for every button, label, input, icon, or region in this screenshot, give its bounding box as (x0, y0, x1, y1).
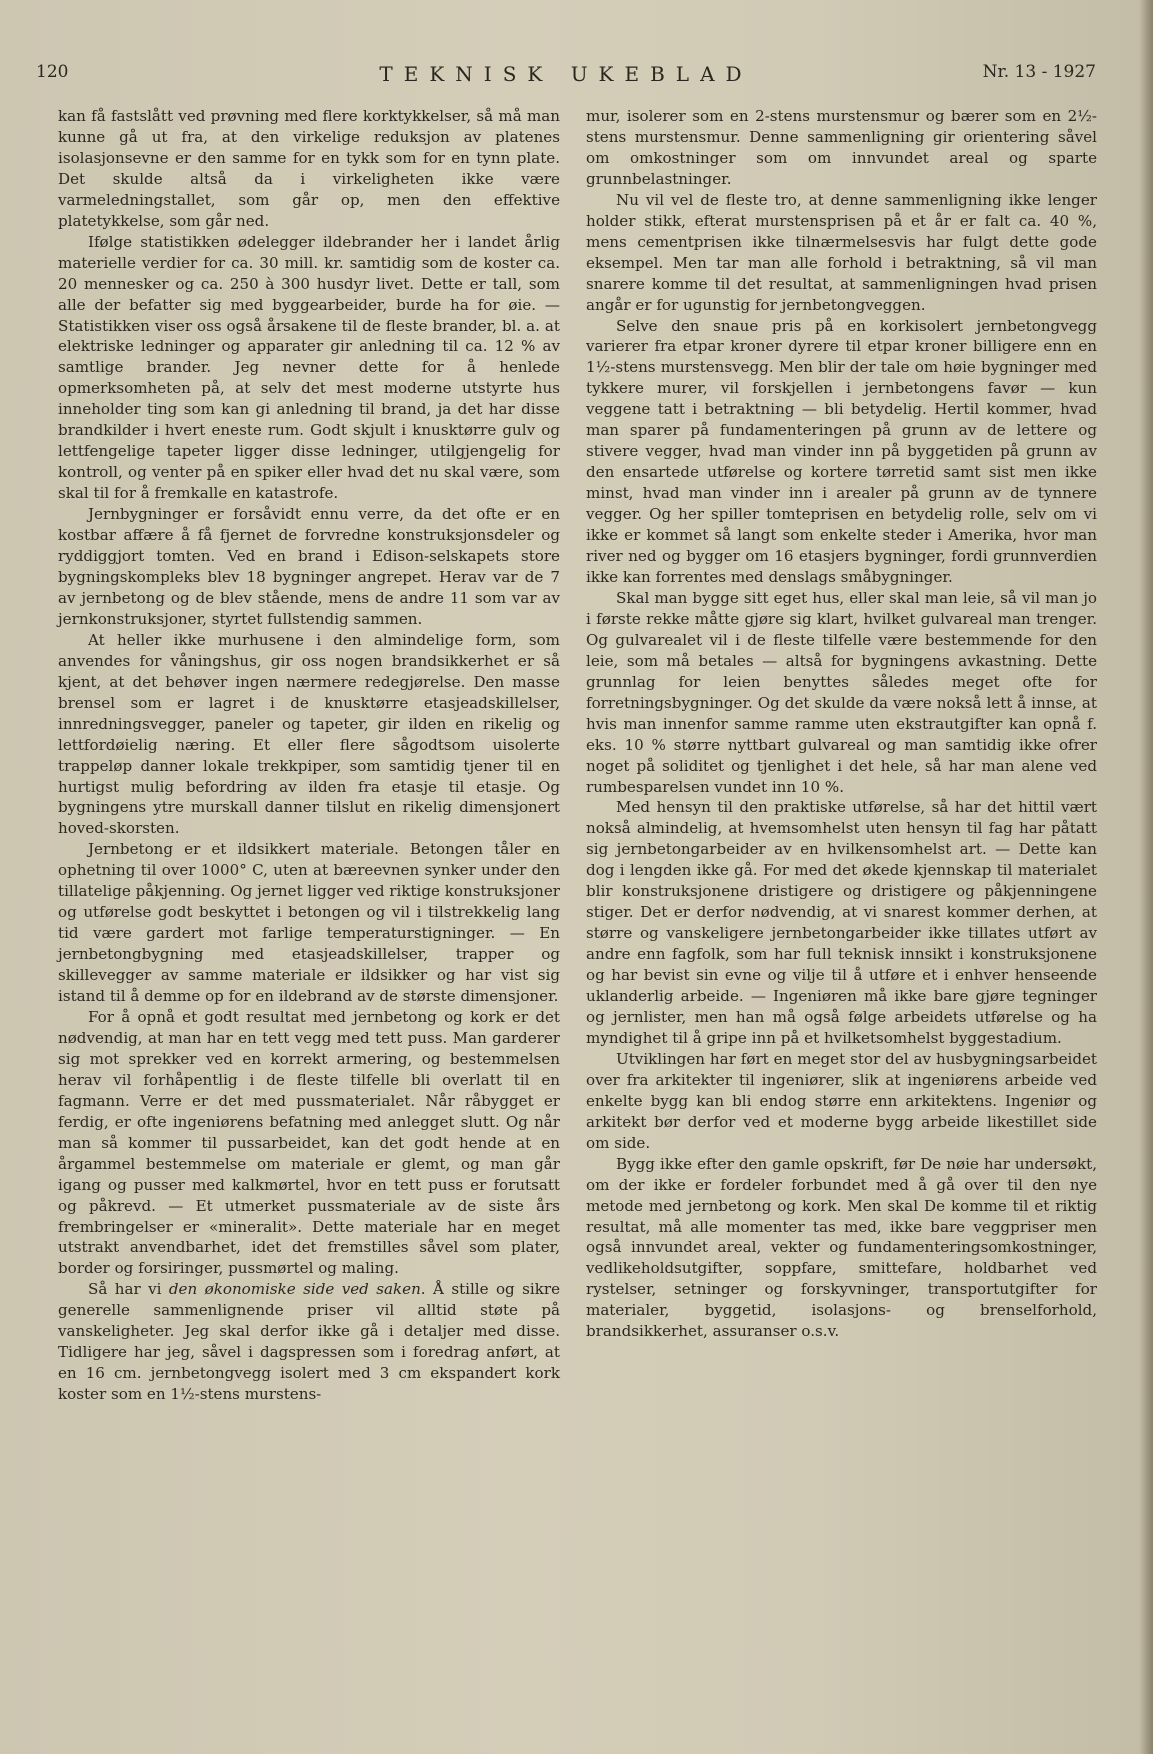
page-number: 120 (36, 62, 69, 82)
paragraph: mur, isolerer som en 2-stens murstensmur og bærer som en 2½-stens murstensmur. Denne sammenligning gir orientering såvel om omkostninger som om innvundet areal og sparte grunnbelastninger. (586, 107, 1097, 188)
paragraph: Med hensyn til den praktiske utførelse, så har det hittil vært nokså almindelig, at hvemsomhelst uten hensyn til fag har påtatt sig jernbetongarbeider av en hvilkensomhelst art. — Dette kan dog i lengden ikke gå. For med det økede kjennskap til materialet blir konstruksjonene dristigere og dristigere og påkjenningene stiger. Det er derfor nødvendig, at vi snarest kommer derhen, at større og vanskeligere jernbetongarbeider ikke tillates utført av andre enn fagfolk, som har full teknisk innsikt i konstruksjonene og har bevist sin evne og vilje til å utføre et i enhver henseende uklanderlig arbeide. — Ingeniøren må ikke bare gjøre tegninger og jernlister, men han må også følge arbeidets utførelse og ha myndighet til å gripe inn på et hvilketsomhelst byggestadium. (586, 798, 1097, 1047)
paragraph-text: Så har vi (88, 1280, 169, 1299)
paragraph: For å opnå et godt resultat med jernbetong og kork er det nødvendig, at man har en tett vegg med tett puss. Man garderer sig mot sprekker ved en korrekt armering, og bestemmelsen herav vil forhåpentlig i de fleste tilfelle bli overlatt til en fagmann. Verre er det med pussmaterialet. Når råbygget er ferdig, er ofte ingeniørens befatning med anlegget slutt. Og når man så kommer til pussarbeidet, kan det godt hende at en årgammel bestemmelse om materiale er glemt, og man går igang og pusser med kalkmørtel, hvor en tett puss er forutsatt og påkrevd. — Et utmerket pussmateriale av de siste års frembringelser er «mineralit». Dette materiale har en meget utstrakt anvendbarhet, idet det fremstilles såvel som plater, border og forsiringer, pussmørtel og maling. (58, 1007, 560, 1278)
page-header (36, 62, 1096, 88)
italic-phrase: den økonomiske side ved saken. (168, 1280, 426, 1299)
right-column (586, 106, 1097, 1342)
paragraph: Jernbygninger er forsåvidt ennu verre, da det ofte er en kostbar affære å få fjernet de forvredne konstruksjonsdeler og ryddiggjort tomten. Ved en brand i Edison-selskapets store bygningskompleks blev 18 bygninger angrepet. Herav var de 7 av jernbetong og de blev stående, mens de andre 11 som var av jernkonstruksjoner, styrtet fullstendig sammen. (58, 505, 560, 628)
paragraph: kan få fastslått ved prøvning med flere korktykkelser, så må man kunne gå ut fra, at den virkelige reduksjon av platenes isolasjonsevne er den samme for en tykk som for en tynn plate. Det skulde altså da i virkeligheten ikke være varmeledningstallet, som går op, men den effektive platetykkelse, som går ned. (58, 107, 560, 230)
left-column (58, 106, 560, 1405)
page-edge-shadow (1139, 0, 1153, 1754)
paragraph: Ifølge statistikken ødelegger ildebrander her i landet årlig materielle verdier for ca. 30 mill. kr. samtidig som de koster ca. 20 mennesker og ca. 250 à 300 husdyr livet. Dette er tall, som alle der befatter sig med byggearbeider, burde ha for øie. — Statistikken viser oss også årsakene til de fleste brander, bl. a. at elektriske ledninger og apparater gir anledning til ca. 12 % av samtlige brander. Jeg nevner dette for å henlede opmerksomheten på, at selv det mest moderne utstyrte hus inneholder ting som kan gi anledning til brand, ja det har disse brandkilder i hvert eneste rum. Godt skjult i knusktørre gulv og lettfengelige tapeter ligger disse ledninger, utilgjengelig for kontroll, og venter på en spiker eller hvad det nu skal være, som skal til for å fremkalle en katastrofe. (58, 232, 560, 503)
paragraph: Utviklingen har ført en meget stor del av husbygningsarbeidet over fra arkitekter til ingeniører, slik at ingeniørens arbeide ved enkelte bygg kan bli endog større enn arkitektens. Ingeniør og arkitekt bør derfor ved et moderne bygg arbeide likestillet side om side. (586, 1049, 1097, 1152)
issue-number: Nr. 13 - 1927 (982, 62, 1096, 82)
paragraph: Selve den snaue pris på en korkisolert jernbetongvegg varierer fra etpar kroner dyrere til etpar kroner billigere enn en 1½-stens murstensvegg. Men blir der tale om høie bygninger med tykkere murer, vil forskjellen i jernbetongens favør — kun veggene tatt i betraktning — bli betydelig. Hertil kommer, hvad man sparer på fundamenteringen på grunn av de lettere og stivere vegger, hvad man vinder inn på byggetiden på grunn av den ensartede utførelse og kortere tørretid samt sist men ikke minst, hvad man vinder inn i arealer på grunn av de tynnere vegger. Og her spiller tomteprisen en betydelig rolle, selv om vi ikke er kommet så langt som enkelte steder i Amerika, hvor man river ned og bygger om 16 etasjers bygninger, fordi grunnverdien ikke kan forrentes med denslags småbygninger. (586, 316, 1097, 586)
journal-title: TEKNISK UKEBLAD (379, 62, 753, 86)
paragraph: At heller ikke murhusene i den almindelige form, som anvendes for våningshus, gir oss nogen brandsikkerhet er så kjent, at det behøver ingen nærmere redegjørelse. Den masse brensel som er lagret i de knusktørre etasjeadskillelser, innredningsvegger, paneler og tapeter, gir ilden en rikelig og lettfordøielig næring. Et eller flere sågodtsom uisolerte trappeløp danner lokale trekkpiper, som samtidig tjener til en hurtigst mulig befordring av ilden fra etasje til etasje. Og bygningens ytre murskall danner tilslut en rikelig dimensjonert hoved-skorsten. (58, 630, 560, 838)
paragraph: Nu vil vel de fleste tro, at denne sammenligning ikke lenger holder stikk, efterat murstensprisen på et år er falt ca. 40 %, mens cementprisen ikke tilnærmelsesvis har fulgt dette gode eksempel. Men tar man alle forhold i betraktning, så vil man snarere komme til det resultat, at sammenligningen hvad prisen angår er for ugunstig for jernbetongveggen. (586, 190, 1097, 314)
paragraph: Skal man bygge sitt eget hus, eller skal man leie, så vil man jo i første rekke måtte gjøre sig klart, hvilket gulvareal man trenger. Og gulvarealet vil i de fleste tilfelle være bestemmende for den leie, som må betales — altså for bygningens avkastning. Dette grunnlag for leien benyttes således meget ofte for forretningsbygninger. Og det skulde da være nokså lett å innse, at hvis man innenfor samme ramme uten ekstrautgifter kan opnå f. eks. 10 % større nyttbart gulvareal og man samtidig ikke ofrer noget på soliditet og tjenlighet i det hele, så har man alene ved rumbesparelsen vundet inn 10 %. (586, 588, 1097, 796)
paragraph: Bygg ikke efter den gamle opskrift, før De nøie har undersøkt, om der ikke er fordeler forbundet med å gå over til den nye metode med jernbetong og kork. Men skal De komme til et riktig resultat, må alle momenter tas med, ikke bare veggpriser men også innvundet areal, vekter og fundamenteringsomkostninger, vedlikeholdsutgifter, soppfare, smittefare, holdbarhet ved rystelser, setninger og forskyvninger, transportutgifter for materialer, byggetid, isolasjons- og brenselforhold, brandsikkerhet, assuranser o.s.v. (586, 1154, 1097, 1341)
paragraph-economic-side (58, 1279, 560, 1405)
paragraph: Jernbetong er et ildsikkert materiale. Betongen tåler en ophetning til over 1000° C, uten at bæreevnen synker under den tillatelige påkjenning. Og jernet ligger ved riktige konstruksjoner og utførelse godt beskyttet i betongen og vil i tilstrekkelig lang tid være gardert mot farlige temperaturstigninger. — En jernbetongbygning med etasjeadskillelser, trapper og skillevegger av samme materiale er ildsikker og har vist sig istand til å demme op for en ildebrand av de største dimensjoner. (58, 840, 560, 1006)
paragraph-text: Å stille og sikre generelle sammenlignende priser vil alltid støte på vanskeligheter. Jeg skal derfor ikke gå i detaljer med disse. Tidligere har jeg, såvel i dagspressen som i foredrag anført, at en 16 cm. jernbetongvegg isolert med 3 cm ekspandert kork koster som en 1½-stens murstens- (58, 1280, 560, 1404)
